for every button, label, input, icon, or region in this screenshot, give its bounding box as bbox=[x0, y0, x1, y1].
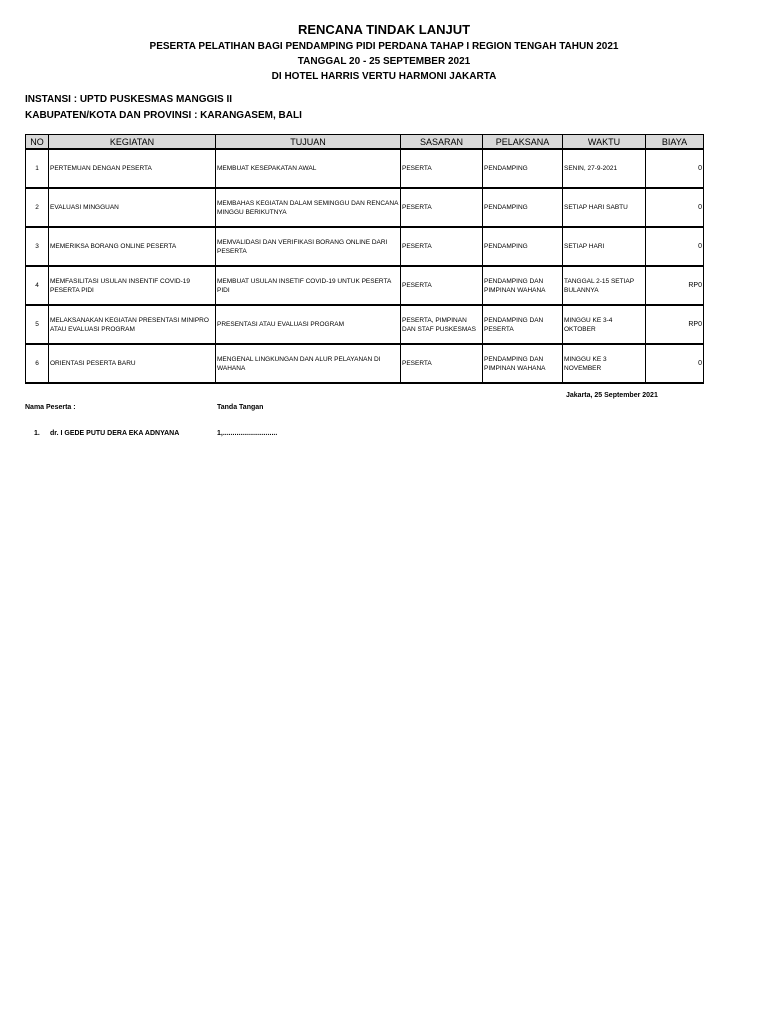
cell-biaya: 0 bbox=[646, 344, 704, 383]
cell-biaya: RP0 bbox=[646, 266, 704, 305]
cell-kegiatan: MELAKSANAKAN KEGIATAN PRESENTASI MINIPRO ATAU EVALUASI PROGRAM bbox=[49, 305, 216, 344]
cell-no: 2 bbox=[26, 188, 49, 227]
document-title: RENCANA TINDAK LANJUT bbox=[297, 22, 471, 37]
subtitle-line-2: TANGGAL 20 - 25 SEPTEMBER 2021 bbox=[297, 56, 471, 67]
cell-pelaksana: PENDAMPING DAN PIMPINAN WAHANA bbox=[483, 266, 563, 305]
action-plan-table bbox=[25, 134, 704, 384]
column-header-tujuan: TUJUAN bbox=[216, 135, 401, 150]
cell-tujuan: MEMBAHAS KEGIATAN DALAM SEMINGGU DAN RENCANA MINGGU BERIKUTNYA bbox=[216, 188, 401, 227]
signature-line: 1,............................ bbox=[217, 430, 278, 437]
cell-pelaksana: PENDAMPING bbox=[483, 227, 563, 266]
column-header-kegiatan: KEGIATAN bbox=[49, 135, 216, 150]
cell-tujuan: MEMBUAT KESEPAKATAN AWAL bbox=[216, 149, 401, 188]
participant-number: 1. bbox=[34, 430, 40, 437]
cell-sasaran: PESERTA bbox=[401, 188, 483, 227]
nama-peserta-label: Nama Peserta : bbox=[25, 404, 76, 411]
tanda-tangan-label: Tanda Tangan bbox=[217, 404, 264, 411]
cell-no: 4 bbox=[26, 266, 49, 305]
column-header-sasaran: SASARAN bbox=[401, 135, 483, 150]
cell-tujuan: MENGENAL LINGKUNGAN DAN ALUR PELAYANAN DI WAHANA bbox=[216, 344, 401, 383]
cell-sasaran: PESERTA bbox=[401, 149, 483, 188]
table-row bbox=[26, 266, 704, 305]
cell-waktu: MINGGU KE 3 NOVEMBER bbox=[563, 344, 646, 383]
table-row bbox=[26, 188, 704, 227]
cell-sasaran: PESERTA bbox=[401, 227, 483, 266]
cell-waktu: SETIAP HARI bbox=[563, 227, 646, 266]
place-date: Jakarta, 25 September 2021 bbox=[566, 392, 658, 399]
cell-no: 5 bbox=[26, 305, 49, 344]
column-header-pelaksana: PELAKSANA bbox=[483, 135, 563, 150]
cell-pelaksana: PENDAMPING bbox=[483, 149, 563, 188]
cell-sasaran: PESERTA bbox=[401, 266, 483, 305]
cell-waktu: SETIAP HARI SABTU bbox=[563, 188, 646, 227]
cell-tujuan: PRESENTASI ATAU EVALUASI PROGRAM bbox=[216, 305, 401, 344]
cell-no: 1 bbox=[26, 149, 49, 188]
cell-sasaran: PESERTA bbox=[401, 344, 483, 383]
cell-pelaksana: PENDAMPING DAN PESERTA bbox=[483, 305, 563, 344]
column-header-waktu: WAKTU bbox=[563, 135, 646, 150]
cell-kegiatan: EVALUASI MINGGUAN bbox=[49, 188, 216, 227]
table-row bbox=[26, 227, 704, 266]
kabupaten-label: KABUPATEN/KOTA DAN PROVINSI : KARANGASEM, BALI bbox=[25, 110, 302, 121]
cell-kegiatan: MEMERIKSA BORANG ONLINE PESERTA bbox=[49, 227, 216, 266]
table-row bbox=[26, 344, 704, 383]
cell-biaya: 0 bbox=[646, 149, 704, 188]
cell-sasaran: PESERTA, PIMPINAN DAN STAF PUSKESMAS bbox=[401, 305, 483, 344]
cell-pelaksana: PENDAMPING DAN PIMPINAN WAHANA bbox=[483, 344, 563, 383]
subtitle-line-3: DI HOTEL HARRIS VERTU HARMONI JAKARTA bbox=[271, 71, 497, 82]
cell-biaya: 0 bbox=[646, 227, 704, 266]
cell-kegiatan: ORIENTASI PESERTA BARU bbox=[49, 344, 216, 383]
cell-kegiatan: PERTEMUAN DENGAN PESERTA bbox=[49, 149, 216, 188]
cell-biaya: 0 bbox=[646, 188, 704, 227]
cell-waktu: SENIN, 27-9-2021 bbox=[563, 149, 646, 188]
cell-biaya: RP0 bbox=[646, 305, 704, 344]
participant-name: dr. I GEDE PUTU DERA EKA ADNYANA bbox=[50, 430, 180, 437]
cell-no: 6 bbox=[26, 344, 49, 383]
cell-tujuan: MEMVALIDASI DAN VERIFIKASI BORANG ONLINE DARI PESERTA bbox=[216, 227, 401, 266]
table-row bbox=[26, 305, 704, 344]
cell-kegiatan: MEMFASILITASI USULAN INSENTIF COVID-19 PESERTA PIDI bbox=[49, 266, 216, 305]
table-header-row bbox=[26, 135, 704, 150]
cell-waktu: TANGGAL 2-15 SETIAP BULANNYA bbox=[563, 266, 646, 305]
cell-pelaksana: PENDAMPING bbox=[483, 188, 563, 227]
document-header bbox=[0, 22, 768, 84]
column-header-no: NO bbox=[26, 135, 49, 150]
table-row bbox=[26, 149, 704, 188]
subtitle-line-1: PESERTA PELATIHAN BAGI PENDAMPING PIDI PERDANA TAHAP I REGION TENGAH TAHUN 2021 bbox=[149, 41, 619, 52]
instansi-label: INSTANSI : UPTD PUSKESMAS MANGGIS II bbox=[25, 94, 233, 105]
cell-tujuan: MEMBUAT USULAN INSETIF COVID-19 UNTUK PESERTA PIDI bbox=[216, 266, 401, 305]
column-header-biaya: BIAYA bbox=[646, 135, 704, 150]
cell-no: 3 bbox=[26, 227, 49, 266]
cell-waktu: MINGGU KE 3-4 OKTOBER bbox=[563, 305, 646, 344]
